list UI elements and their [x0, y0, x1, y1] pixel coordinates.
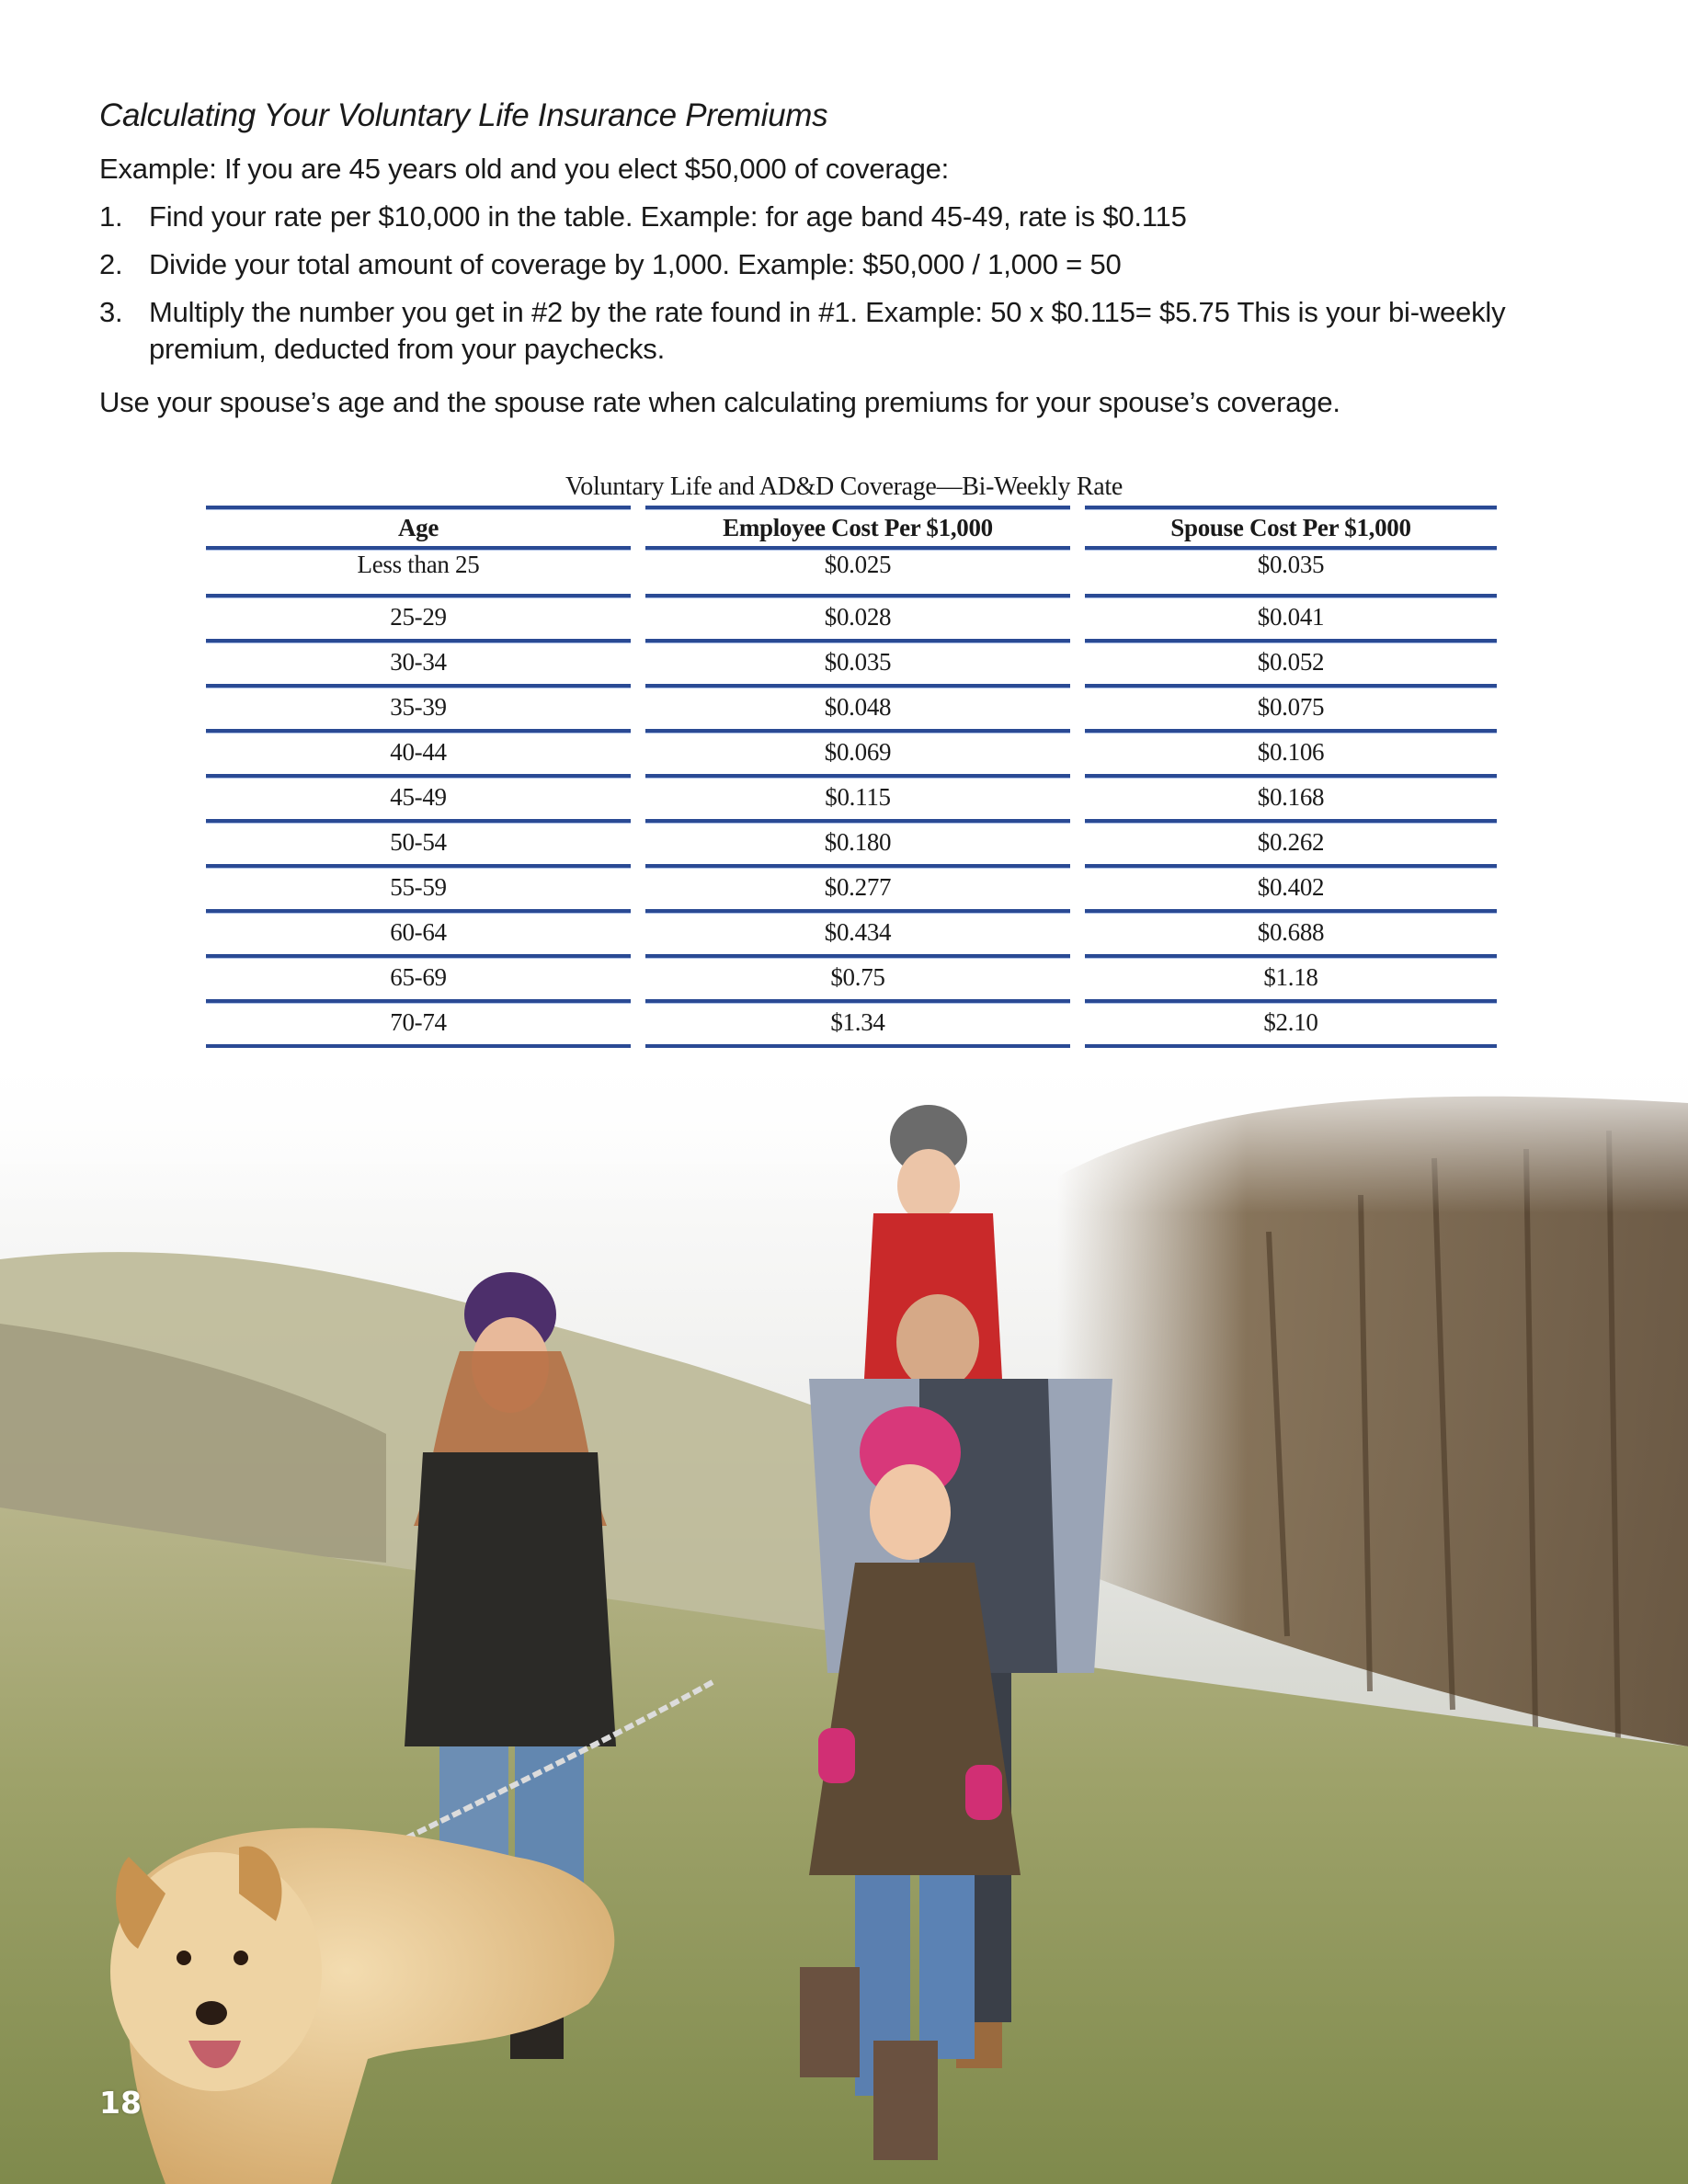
employee-cost-cell: $0.048 [645, 684, 1070, 729]
step-number: 2. [99, 248, 123, 280]
age-band-cell: 55-59 [206, 864, 631, 909]
employee-cost-cell: $0.277 [645, 864, 1070, 909]
step-item [99, 246, 1607, 283]
age-band-cell: 60-64 [206, 909, 631, 954]
spouse-cost-cell: $0.402 [1085, 864, 1497, 909]
spouse-rate-note: Use your spouse’s age and the spouse rate when calculating premiums for your spouse’s coverage. [99, 386, 1340, 418]
age-band-cell: 30-34 [206, 639, 631, 684]
spouse-cost-cell: $0.106 [1085, 729, 1497, 774]
spouse-cost-cell: $0.075 [1085, 684, 1497, 729]
employee-cost-cell: $0.115 [645, 774, 1070, 819]
step-text: Find your rate per $10,000 in the table. Example: for age band 45-49, rate is $0.115 [149, 200, 1187, 233]
age-band-cell: 25-29 [206, 594, 631, 639]
employee-cost-cell: $0.180 [645, 819, 1070, 864]
age-band-cell: 70-74 [206, 999, 631, 1044]
family-photo-illustration [0, 1048, 1688, 2184]
table-caption: Voluntary Life and AD&D Coverage—Bi-Weekly Rate [565, 472, 1123, 501]
column-header-employee-cost: Employee Cost Per $1,000 [645, 506, 1070, 546]
column-header-age: Age [206, 506, 631, 546]
step-number: 3. [99, 296, 123, 328]
employee-cost-cell: $0.069 [645, 729, 1070, 774]
employee-cost-cell: $0.75 [645, 954, 1070, 999]
step-item [99, 199, 1607, 235]
employee-cost-cell: $0.434 [645, 909, 1070, 954]
section-heading: Calculating Your Voluntary Life Insurance Premiums [99, 97, 828, 133]
page-number: 18 [99, 2085, 142, 2121]
spouse-cost-cell: $0.035 [1085, 546, 1497, 594]
calculation-steps [99, 199, 1607, 368]
age-band-cell: 50-54 [206, 819, 631, 864]
spouse-cost-cell: $0.041 [1085, 594, 1497, 639]
spouse-cost-cell: $0.168 [1085, 774, 1497, 819]
spouse-cost-cell: $1.18 [1085, 954, 1497, 999]
employee-cost-cell: $0.025 [645, 546, 1070, 594]
age-band-cell: 65-69 [206, 954, 631, 999]
spouse-cost-cell: $0.052 [1085, 639, 1497, 684]
employee-cost-cell: $1.34 [645, 999, 1070, 1044]
employee-cost-cell: $0.035 [645, 639, 1070, 684]
spouse-cost-cell: $2.10 [1085, 999, 1497, 1044]
family-photo [0, 1048, 1688, 2184]
step-number: 1. [99, 200, 123, 233]
age-band-cell: Less than 25 [206, 546, 631, 594]
spouse-cost-cell: $0.688 [1085, 909, 1497, 954]
column-header-spouse-cost: Spouse Cost Per $1,000 [1085, 506, 1497, 546]
age-band-cell: 40-44 [206, 729, 631, 774]
premium-calculation-section [99, 96, 1607, 427]
example-intro: Example: If you are 45 years old and you elect $50,000 of coverage: [99, 153, 950, 185]
step-text: Divide your total amount of coverage by 1,000. Example: $50,000 / 1,000 = 50 [149, 248, 1122, 280]
table-grid [206, 506, 1482, 1089]
step-text: Multiply the number you get in #2 by the rate found in #1. Example: 50 x $0.115= $5.75 This is your bi-weekly premium, deducted from your paychecks. [149, 296, 1506, 365]
spouse-cost-cell: $0.262 [1085, 819, 1497, 864]
step-item [99, 294, 1607, 368]
age-band-cell: 45-49 [206, 774, 631, 819]
age-band-cell: 35-39 [206, 684, 631, 729]
employee-cost-cell: $0.028 [645, 594, 1070, 639]
